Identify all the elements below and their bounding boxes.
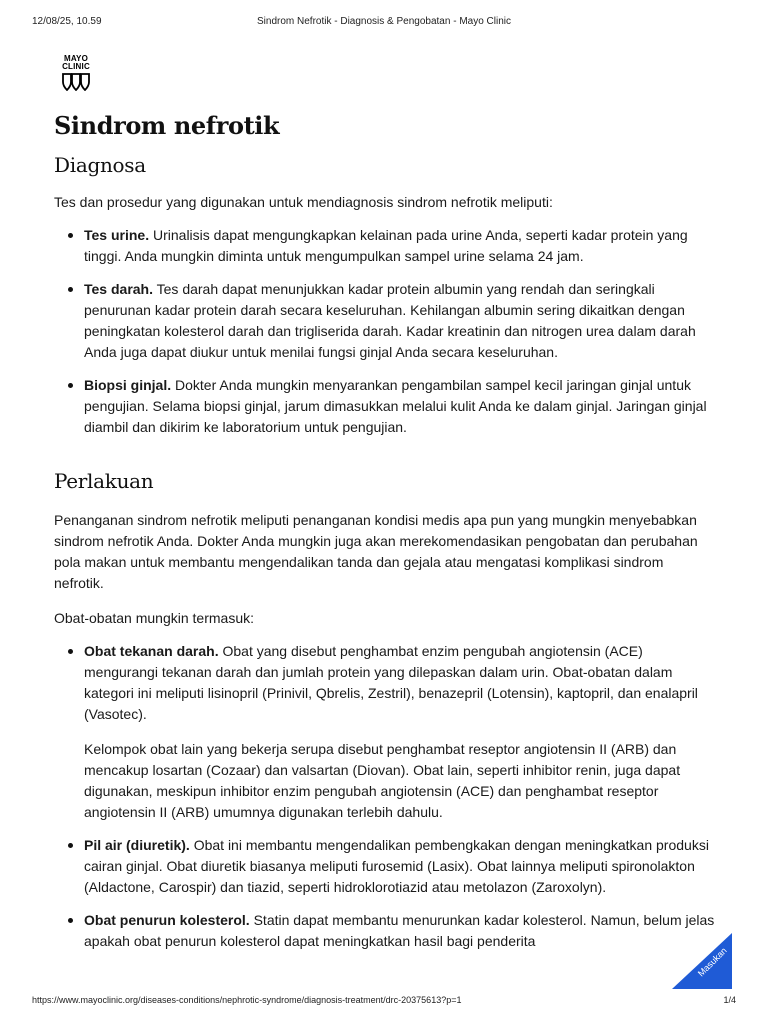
feedback-label: Masukan <box>695 945 729 979</box>
item-text: Obat ini membantu mengendalikan pembengkakan dengan meningkatkan produksi cairan ginjal. Obat diuretik biasanya meliputi furosemid (Lasix). Obat lainnya meliputi spironolakton (Aldactone, Carospir) dan tiazid, seperti hidroklorotiazid atau metolazon (Zaroxolyn). <box>84 837 709 895</box>
diagnosa-list <box>54 225 716 438</box>
page-title: Sindrom nefrotik <box>54 111 280 140</box>
item-term: Obat tekanan darah. <box>84 643 219 659</box>
page-number: 1/4 <box>723 995 736 1005</box>
item-term: Biopsi ginjal. <box>84 377 172 393</box>
print-page-title: Sindrom Nefrotik - Diagnosis & Pengobatan - Mayo Clinic <box>257 16 511 27</box>
item-text: Obat yang disebut penghambat enzim pengubah angiotensin (ACE) mengurangi tekanan darah dan jumlah protein yang dilepaskan dalam urin. Obat-obatan dalam kategori ini meliputi lisinopril (Prinivil, Qbrelis, Zestril), benazepril (Lotensin), kaptopril, dan enalapril (Vasotec). <box>84 643 698 722</box>
item-sub-paragraph: Kelompok obat lain yang bekerja serupa disebut penghambat reseptor angiotensin II (ARB) dan mencakup losartan (Cozaar) dan valsartan (Diovan). Obat lain, seperti inhibitor renin, juga dapat digunakan, meskipun inhibitor enzim pengubah angiotensin (ACE) dan penghambat reseptor angiotensin II (ARB) umumnya digunakan terlebih dahulu. <box>84 741 681 820</box>
list-item <box>54 225 716 267</box>
item-term: Pil air (diuretik). <box>84 837 190 853</box>
mayo-clinic-logo[interactable] <box>58 55 94 91</box>
item-text: Tes darah dapat menunjukkan kadar protein albumin yang rendah dan seringkali penurunan kadar protein darah secara keseluruhan. Kehilangan albumin sering dikaitkan dengan peningkatan kolesterol darah dan trigliserida darah. Kadar kreatinin dan nitrogen urea dalam darah Anda juga dapat diukur untuk menilai fungsi ginjal Anda secara keseluruhan. <box>84 281 696 360</box>
logo-line-1: MAYO <box>63 54 89 63</box>
list-item <box>54 910 716 952</box>
medications-intro: Obat-obatan mungkin termasuk: <box>54 610 254 626</box>
diagnosa-heading: Diagnosa <box>54 153 146 177</box>
bullet-icon <box>68 287 73 292</box>
item-term: Tes urine. <box>84 227 150 243</box>
diagnosa-intro: Tes dan prosedur yang digunakan untuk mendiagnosis sindrom nefrotik meliputi: <box>54 194 553 210</box>
item-text: Dokter Anda mungkin menyarankan pengambilan sampel kecil jaringan ginjal untuk pengujian. Selama biopsi ginjal, jarum dimasukkan melalui kulit Anda ke dalam ginjal. Jaringan ginjal diambil dan dikirim ke laboratorium untuk pengujian. <box>84 377 707 435</box>
bullet-icon <box>68 843 73 848</box>
feedback-triangle-icon <box>672 933 732 989</box>
bullet-icon <box>68 383 73 388</box>
shields-icon <box>61 73 91 91</box>
medications-list <box>54 641 716 952</box>
bullet-icon <box>68 918 73 923</box>
item-term: Tes darah. <box>84 281 153 297</box>
item-term: Obat penurun kolesterol. <box>84 912 250 928</box>
feedback-triangle <box>672 933 732 989</box>
list-item <box>54 835 716 898</box>
logo-line-2: CLINIC <box>62 62 90 71</box>
perlakuan-intro: Penanganan sindrom nefrotik meliputi penanganan kondisi medis apa pun yang mungkin menyebabkan sindrom nefrotik Anda. Dokter Anda mungkin juga akan merekomendasikan pengobatan dan perubahan pola makan untuk membantu mengendalikan tanda dan gejala atau mengatasi komplikasi sindrom nefrotik. <box>54 512 698 591</box>
page-url[interactable]: https://www.mayoclinic.org/diseases-conditions/nephrotic-syndrome/diagnosis-treatment/drc-20375613?p=1 <box>32 995 462 1005</box>
item-text: Urinalisis dapat mengungkapkan kelainan pada urine Anda, seperti kadar protein yang tinggi. Anda mungkin diminta untuk mengumpulkan sampel urine selama 24 jam. <box>84 227 688 264</box>
print-header <box>32 16 736 30</box>
list-item <box>54 641 716 823</box>
print-date: 12/08/25, 10.59 <box>32 16 102 27</box>
list-item <box>54 375 716 438</box>
feedback-button[interactable] <box>672 933 732 989</box>
item-text: Statin dapat membantu menurunkan kadar kolesterol. Namun, belum jelas apakah obat penurun kolesterol dapat meningkatkan hasil bagi penderita <box>84 912 715 949</box>
perlakuan-heading: Perlakuan <box>54 469 154 493</box>
bullet-icon <box>68 233 73 238</box>
list-item <box>54 279 716 363</box>
main-content <box>54 108 716 964</box>
bullet-icon <box>68 649 73 654</box>
